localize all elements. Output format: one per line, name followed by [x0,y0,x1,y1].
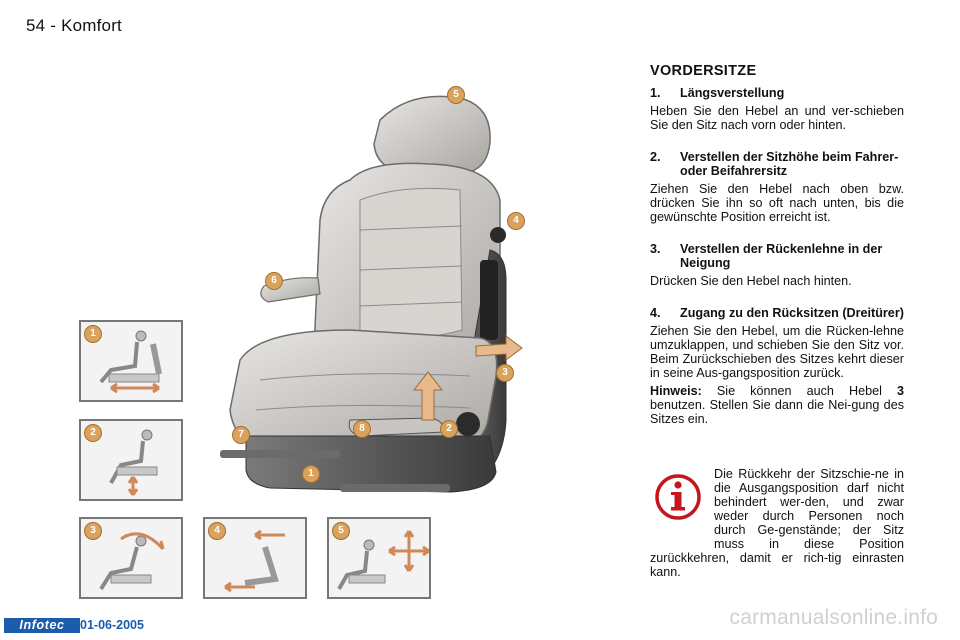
note-text: Die Rückkehr der Sitzschie-ne in die Ausgangsposition darf nicht behindert wer-den, und zwar weder durch Personen noch durch Ge-genstände; der Sitz muss in diese Position zurückkehren, damit er rich-tig einrasten kann. [650,467,904,579]
thumbnail-4 [203,517,307,599]
footer-date: 01-06-2005 [80,618,144,632]
item-1-heading [650,86,904,100]
item-1-title: Längsverstellung [680,86,785,100]
section-heading: VORDERSITZE [650,63,757,79]
hint-text-after: benutzen. Stellen Sie dann die Nei-gung des Sitzes ein. [650,398,904,426]
thumbnail-2-number: 2 [84,424,102,442]
thumbnail-5 [327,517,431,599]
hint-label: Hinweis: [650,384,702,398]
callout-4: 4 [507,212,525,230]
item-3-body: Drücken Sie den Hebel nach hinten. [650,274,852,288]
page-number: 54 [26,16,46,35]
header-separator: - [50,16,57,35]
item-2-heading [650,150,904,178]
hint-lever: 3 [896,384,904,398]
hint-text-before: Sie können auch Hebel [701,384,897,398]
item-3-heading [650,242,904,270]
item-3-title: Verstellen der Rückenlehne in der Neigung [680,242,883,270]
thumbnail-3-number: 3 [84,522,102,540]
callout-2: 2 [440,420,458,438]
callout-6: 6 [265,272,283,290]
section-title: Komfort [61,16,122,35]
seat-illustration [200,80,540,500]
info-icon [650,467,710,539]
watermark: carmanualsonline.info [729,606,938,629]
safety-note [650,467,904,579]
item-4-title: Zugang zu den Rücksitzen (Dreitürer) [680,306,904,320]
item-2-body: Ziehen Sie den Hebel nach oben bzw. drücken Sie ihn so oft nach unten, bis die gewünschte Position erreicht ist. [650,182,904,224]
thumbnail-1-number: 1 [84,325,102,343]
item-3-number: 3. [650,242,661,256]
thumbnail-5-number: 5 [332,522,350,540]
thumbnail-3 [79,517,183,599]
item-4-number: 4. [650,306,661,320]
callout-8: 8 [353,420,371,438]
thumbnail-1 [79,320,183,402]
callout-3: 3 [496,364,514,382]
item-2-title: Verstellen der Sitzhöhe beim Fahrer- oder Beifahrersitz [680,150,899,178]
item-4-body: Ziehen Sie den Hebel, um die Rücken-lehne umzuklappen, und schieben Sie den Sitz vor. Beim Zurückschieben des Sitzes kehrt dieser in seine Aus-gangsposition zurück. [650,324,904,380]
callout-1: 1 [302,465,320,483]
item-1-body: Heben Sie den Hebel an und ver-schieben Sie den Sitz nach vorn oder hinten. [650,104,904,132]
infotec-logo: Infotec [4,618,80,633]
seat-drawing [200,80,540,500]
thumbnail-4-number: 4 [208,522,226,540]
page-header [26,16,122,36]
text-column [650,64,904,426]
hint-paragraph [650,384,904,426]
item-1-number: 1. [650,86,661,100]
callout-7: 7 [232,426,250,444]
item-2-number: 2. [650,150,661,164]
item-4-heading [650,306,904,320]
callout-5: 5 [447,86,465,104]
thumbnail-2 [79,419,183,501]
